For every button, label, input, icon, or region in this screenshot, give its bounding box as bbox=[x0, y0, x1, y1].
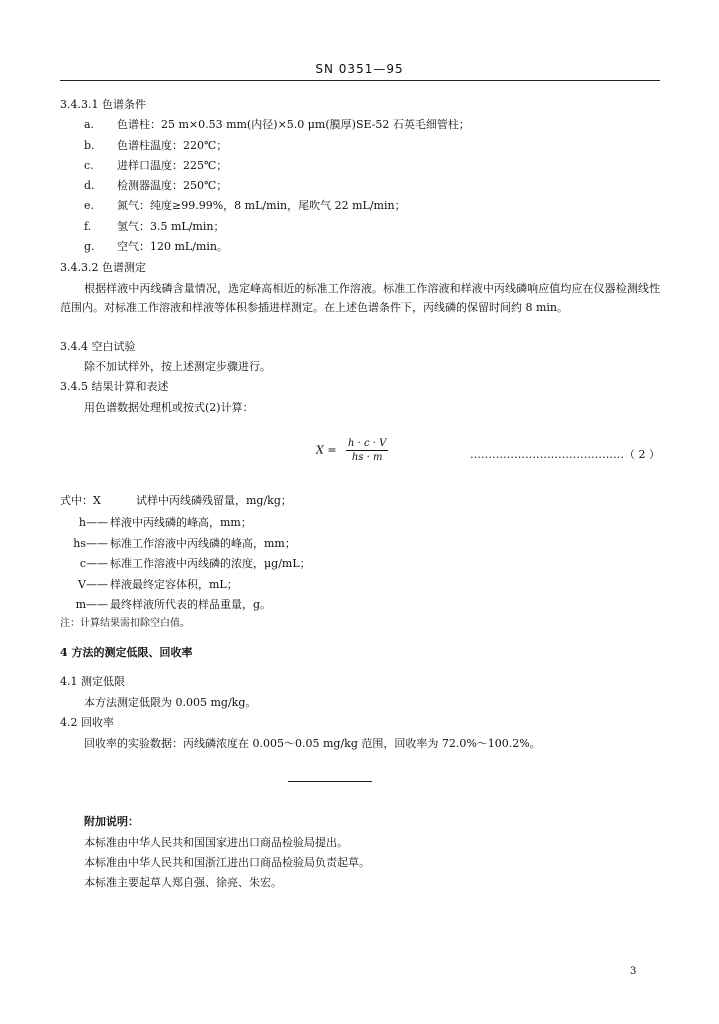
item-e-text: 氮气：纯度≥99.99%，8 mL/min，尾吹气 22 mL/min； bbox=[117, 199, 406, 212]
item-a-text: 色谱柱：25 m×0.53 mm(内径)×5.0 μm(膜厚)SE-52 石英毛细管柱； bbox=[117, 118, 470, 131]
section-3432-heading: 3.4.3.2 色谱测定 bbox=[60, 261, 146, 274]
section-divider bbox=[288, 781, 372, 782]
section-345-paragraph: 用色谱数据处理机或按式(2)计算： bbox=[84, 401, 254, 414]
var-c-desc: 标准工作溶液中丙线磷的浓度，μg/mL； bbox=[110, 557, 311, 570]
formula-number: ……………………………………（ 2 ） bbox=[470, 448, 660, 461]
section-4-heading: 4 方法的测定低限、回收率 bbox=[60, 646, 193, 659]
section-42-heading: 4.2 回收率 bbox=[60, 716, 114, 729]
item-g-text: 空气：120 mL/min。 bbox=[117, 240, 228, 253]
item-g-mark: g. bbox=[84, 240, 95, 253]
calculation-note: 注：计算结果需扣除空白值。 bbox=[60, 618, 190, 629]
item-b-mark: b. bbox=[84, 139, 95, 152]
item-c-mark: c. bbox=[84, 159, 94, 172]
section-3432-paragraph: 根据样液中丙线磷含量情况，选定峰高相近的标准工作溶液。标准工作溶液和样液中丙线磷响应值均应在仪器检测线性范围内。对标准工作溶液和样液等体积参插进样测定。在上述色谱条件下，丙线磷的保留时间约 8 min。 bbox=[60, 282, 660, 314]
var-hs-desc: 标准工作溶液中丙线磷的峰高，mm； bbox=[110, 537, 296, 550]
section-42-paragraph: 回收率的实验数据：丙线磷浓度在 0.005～0.05 mg/kg 范围，回收率为 72.0%～100.2%。 bbox=[84, 737, 541, 750]
where-lead: 式中：X bbox=[60, 494, 101, 507]
var-m-desc: 最终样液所代表的样品重量，g。 bbox=[110, 598, 272, 611]
item-a-mark: a. bbox=[84, 118, 95, 131]
item-f-text: 氢气：3.5 mL/min； bbox=[117, 220, 225, 233]
item-d-text: 检测器温度：250℃； bbox=[117, 179, 228, 192]
appendix-line-3: 本标准主要起草人郑自强、徐亮、朱宏。 bbox=[84, 876, 282, 889]
var-h-symbol: h—— bbox=[78, 516, 108, 529]
formula-denominator: hs · m bbox=[351, 452, 383, 463]
var-m-symbol: m—— bbox=[75, 598, 108, 611]
item-b-text: 色谱柱温度：220℃； bbox=[117, 139, 228, 152]
section-344-paragraph: 除不加试样外，按上述测定步骤进行。 bbox=[84, 360, 271, 373]
var-c-symbol: c—— bbox=[79, 557, 108, 570]
item-d-mark: d. bbox=[84, 179, 95, 192]
appendix-line-1: 本标准由中华人民共和国国家进出口商品检验局提出。 bbox=[84, 836, 348, 849]
section-41-heading: 4.1 测定低限 bbox=[60, 675, 125, 688]
appendix-line-2: 本标准由中华人民共和国浙江进出口商品检验局负责起草。 bbox=[84, 856, 370, 869]
var-v-desc: 样液最终定容体积，mL； bbox=[110, 578, 238, 591]
formula-fraction bbox=[346, 437, 388, 464]
item-f-mark: f. bbox=[84, 220, 92, 233]
item-c-text: 进样口温度：225℃； bbox=[117, 159, 228, 172]
page-number: 3 bbox=[630, 966, 637, 977]
section-344-heading: 3.4.4 空白试验 bbox=[60, 340, 136, 353]
appendix-title: 附加说明： bbox=[84, 815, 139, 828]
var-h-desc: 样液中丙线磷的峰高，mm； bbox=[110, 516, 252, 529]
section-41-paragraph: 本方法测定低限为 0.005 mg/kg。 bbox=[84, 696, 257, 709]
formula-lhs: X = bbox=[316, 443, 337, 457]
section-3431-heading: 3.4.3.1 色谱条件 bbox=[60, 98, 146, 111]
section-345-heading: 3.4.5 结果计算和表述 bbox=[60, 380, 169, 393]
where-x-desc: 试样中丙线磷残留量，mg/kg； bbox=[136, 494, 292, 507]
formula-numerator: h · c · V bbox=[348, 438, 387, 449]
header-rule bbox=[60, 80, 660, 81]
var-hs-symbol: hs—— bbox=[73, 537, 108, 550]
standard-number-header: SN 0351—95 bbox=[315, 62, 404, 76]
item-e-mark: e. bbox=[84, 199, 95, 212]
var-v-symbol: V—— bbox=[78, 578, 108, 591]
formula-2 bbox=[316, 437, 388, 464]
